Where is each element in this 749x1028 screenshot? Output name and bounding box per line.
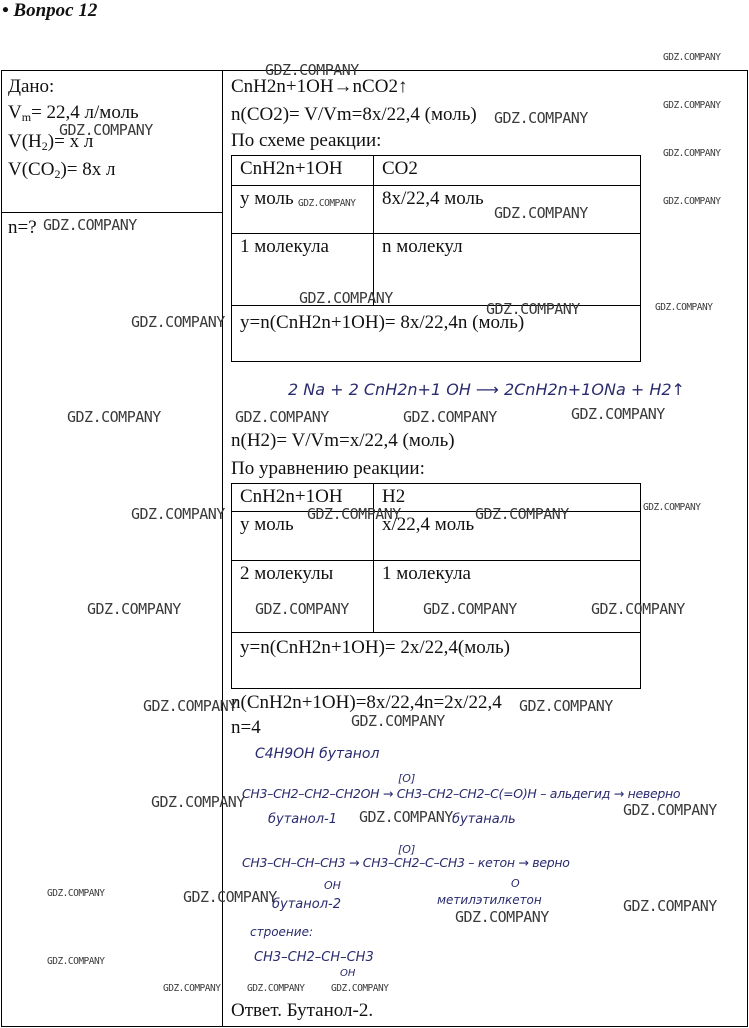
watermark: GDZ.COMPANY: [298, 198, 356, 209]
watermark: GDZ.COMPANY: [623, 801, 717, 819]
watermark: GDZ.COMPANY: [643, 502, 701, 513]
reaction-scheme: CnH2n+1OH→nCO2↑: [231, 76, 408, 97]
given-label: Дано:: [8, 76, 55, 97]
watermark: GDZ.COMPANY: [351, 712, 445, 730]
equation-table-cell: 1 молекула: [374, 561, 641, 633]
given-divider: [1, 212, 223, 213]
scheme-label: По схеме реакции:: [231, 130, 382, 151]
watermark: GDZ.COMPANY: [307, 505, 401, 523]
scheme-table-header-alcohol: CnH2n+1OH: [232, 156, 374, 186]
given-find: n=?: [8, 217, 37, 238]
note-structure-label: строение:: [250, 925, 313, 939]
note-oxidation-label: [O]: [398, 772, 416, 785]
n-h2-formula: n(H2)= V/Vm=x/22,4 (моль): [231, 430, 455, 451]
watermark: GDZ.COMPANY: [455, 908, 549, 926]
watermark: GDZ.COMPANY: [59, 121, 153, 139]
frame-bottom: [1, 1026, 748, 1027]
note-ketone-oxygen: O: [511, 877, 520, 890]
watermark: GDZ.COMPANY: [494, 204, 588, 222]
note-aldehyde-line: CH3–CH2–CH2–CH2OH → CH3–CH2–CH2–C(=O)H – альдегид → неверно: [242, 786, 681, 801]
equation-label: По уравнению реакции:: [231, 458, 425, 479]
watermark: GDZ.COMPANY: [475, 505, 569, 523]
given-vh2: $V(H_2)= x$ л: [8, 131, 94, 153]
watermark: GDZ.COMPANY: [247, 983, 305, 994]
watermark: GDZ.COMPANY: [494, 109, 588, 127]
answer: Ответ. Бутанол-2.: [231, 1000, 374, 1021]
watermark: GDZ.COMPANY: [403, 408, 497, 426]
watermark: GDZ.COMPANY: [235, 408, 329, 426]
watermark: GDZ.COMPANY: [255, 600, 349, 618]
watermark: GDZ.COMPANY: [486, 300, 580, 318]
note-structure-oh: OH: [340, 968, 356, 979]
watermark: GDZ.COMPANY: [663, 100, 721, 111]
watermark: GDZ.COMPANY: [571, 405, 665, 423]
scheme-table-cell: 8x/22,4 моль: [374, 186, 641, 234]
watermark: GDZ.COMPANY: [663, 196, 721, 207]
note-butanol-2: бутанол-2: [272, 897, 341, 912]
watermark: GDZ.COMPANY: [87, 600, 181, 618]
watermark: GDZ.COMPANY: [47, 888, 105, 899]
watermark: GDZ.COMPANY: [519, 697, 613, 715]
equation-table-cell: 2 молекулы: [232, 561, 374, 633]
watermark: GDZ.COMPANY: [623, 897, 717, 915]
scheme-table-cell: n молекул: [374, 234, 641, 306]
watermark: GDZ.COMPANY: [359, 808, 453, 826]
watermark: GDZ.COMPANY: [265, 61, 359, 79]
watermark: GDZ.COMPANY: [43, 216, 137, 234]
n-co2-formula: n(CO2)= V/Vm=8x/22,4 (моль): [231, 104, 477, 125]
note-butanal: бутаналь: [452, 812, 516, 827]
scheme-table-result: y=n(CnH2n+1OH)= 8x/22,4n (моль): [232, 306, 641, 362]
note-butanol: C4H9OH бутанол: [255, 746, 380, 762]
note-ketone-line: CH3–CH–CH–CH3 → CH3–CH2–C–CH3 – кетон → верно: [242, 855, 570, 870]
watermark: GDZ.COMPANY: [183, 888, 277, 906]
watermark: GDZ.COMPANY: [299, 289, 393, 307]
question-title: • Вопрос 12: [2, 0, 98, 21]
watermark: GDZ.COMPANY: [143, 697, 237, 715]
scheme-table-header-co2: CO2: [374, 156, 641, 186]
note-oxidation-label-2: [O]: [398, 843, 416, 856]
equation-table-cell: y моль: [232, 512, 374, 561]
equation-table-header-h2: H2: [374, 484, 641, 512]
watermark: GDZ.COMPANY: [131, 505, 225, 523]
frame-top: [1, 70, 748, 71]
note-butanol-1: бутанол-1: [268, 812, 337, 827]
given-vco2: $V(CO_2)= 8x$ л: [8, 159, 116, 181]
column-divider: [222, 70, 223, 1027]
n-value: n=4: [231, 717, 261, 738]
handwritten-equation: 2 Na + 2 CnH2n+1 OH ⟶ 2CnH2n+1ONa + H2↑: [288, 380, 685, 399]
watermark: GDZ.COMPANY: [47, 956, 105, 967]
scheme-table-cell: y моль: [232, 186, 374, 234]
note-oh-group: OH: [324, 879, 341, 892]
equation-table-header-alcohol: CnH2n+1OH: [232, 484, 374, 512]
watermark: GDZ.COMPANY: [151, 793, 245, 811]
scheme-table: [231, 155, 641, 362]
scheme-table-cell: 1 молекула: [232, 234, 374, 306]
watermark: GDZ.COMPANY: [163, 983, 221, 994]
watermark: GDZ.COMPANY: [591, 600, 685, 618]
equation-table: [231, 483, 641, 689]
watermark: GDZ.COMPANY: [663, 52, 721, 63]
watermark: GDZ.COMPANY: [131, 313, 225, 331]
watermark: GDZ.COMPANY: [423, 600, 517, 618]
watermark: GDZ.COMPANY: [331, 983, 389, 994]
note-methylethylketone: метилэтилкетон: [437, 893, 542, 907]
equality-line: n(CnH2n+1OH)=8x/22,4n=2x/22,4: [231, 692, 502, 713]
frame-left: [1, 70, 2, 1027]
given-vm: $V_m= 22,4$ л/моль: [8, 102, 139, 124]
frame-right: [747, 70, 748, 1027]
watermark: GDZ.COMPANY: [655, 302, 713, 313]
equation-table-cell: x/22,4 моль: [374, 512, 641, 561]
watermark: GDZ.COMPANY: [67, 408, 161, 426]
equation-table-result: y=n(CnH2n+1OH)= 2x/22,4(моль): [232, 633, 641, 689]
note-structure: CH3–CH2–CH–CH3: [254, 950, 374, 965]
watermark: GDZ.COMPANY: [663, 148, 721, 159]
